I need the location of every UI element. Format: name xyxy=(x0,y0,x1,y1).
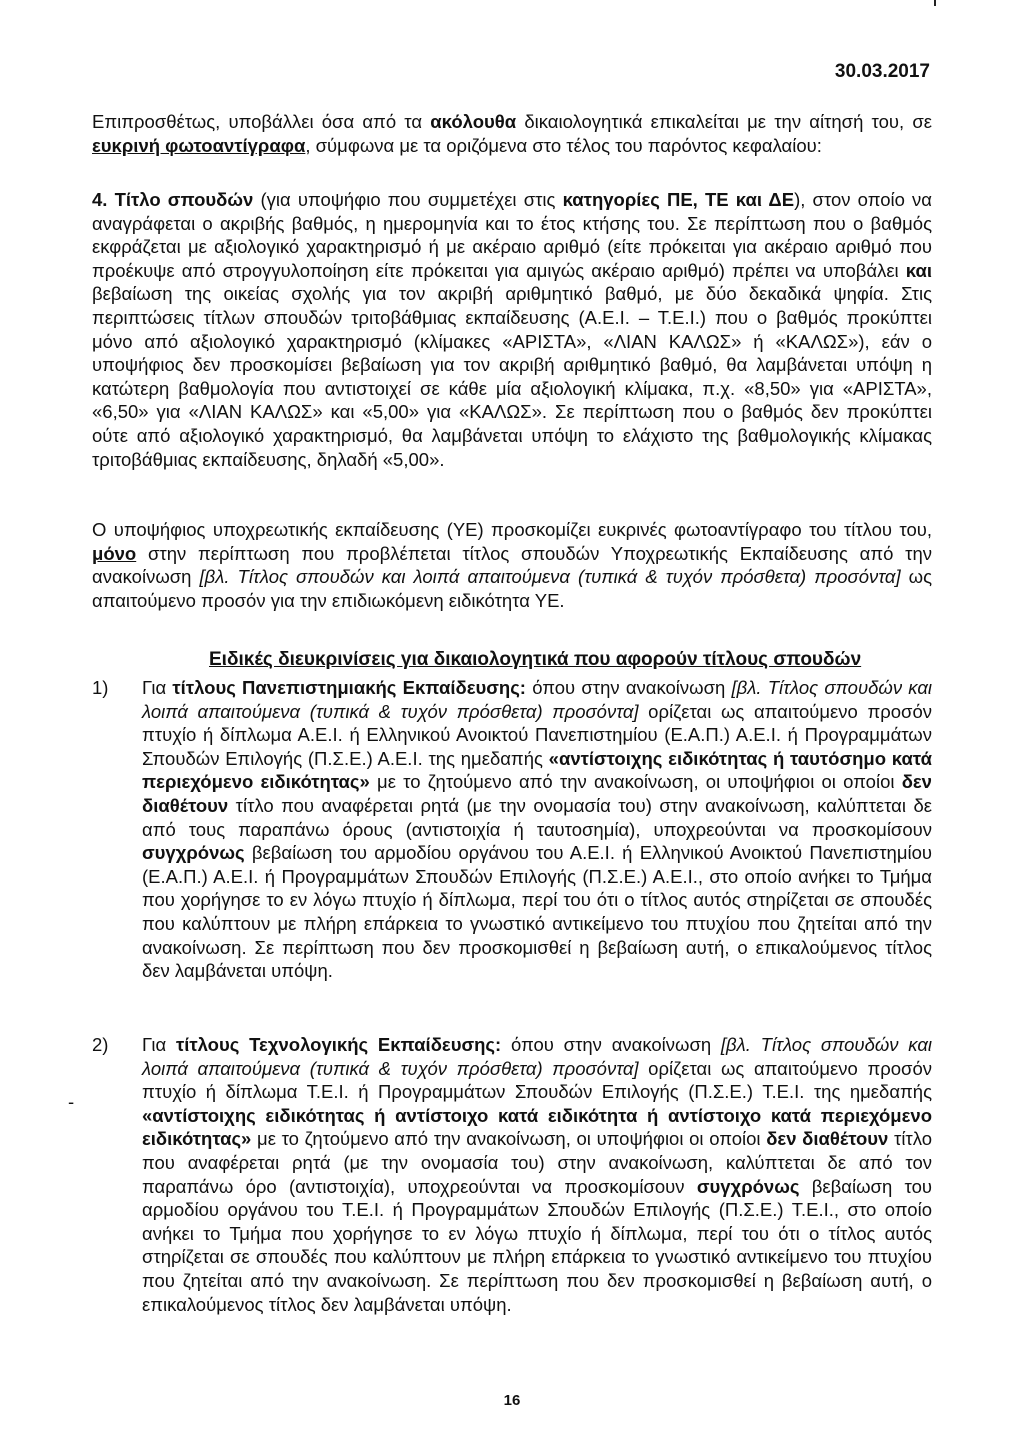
list-item-2 xyxy=(92,1033,932,1316)
ye-text-1: Ο υποψήφιος υποχρεωτικής εκπαίδευσης (ΥΕ) προσκομίζει ευκρινές φωτοαντίγραφο του τίτλου του, xyxy=(92,519,932,540)
intro-text-1: Επιπροσθέτως, υποβάλλει όσα από τα xyxy=(92,111,431,132)
item-1-text-3: ορίζεται ως απαιτούμενο προσόν πτυχίο ή δίπλωμα Α.Ε.Ι. ή Ελληνικού Ανοικτού Πανεπιστημίου (Ε.Α.Π.) Α.Ε.Ι. ή Προγραμμάτων Σπουδών Επιλογής (Π.Σ.Ε.) Α.Ε.Ι. της ημεδαπής xyxy=(142,700,932,769)
item-2-text-1: Για xyxy=(142,1034,176,1055)
intro-text-3: , σύμφωνα με τα οριζόμενα στο τέλος του παρόντος κεφαλαίου: xyxy=(305,134,822,156)
item-2-bold-4: συγχρόνως xyxy=(696,1175,800,1197)
item-2-bold-2: «αντίστοιχης ειδικότητας ή αντίστοιχο κατά ειδικότητα ή αντίστοιχο κατά περιεχόμενο ειδικότητας» xyxy=(142,1104,932,1150)
item-1-text-2: όπου στην ανακοίνωση xyxy=(525,677,732,698)
intro-text-2: δικαιολογητικά επικαλείται με την αίτησή του, σε xyxy=(516,111,933,132)
item-1-bold-2: «αντίστοιχης ειδικότητας ή ταυτόσημο κατά περιεχόμενο ειδικότητας» xyxy=(142,747,932,793)
section-heading: Ειδικές διευκρινίσεις για δικαιολογητικά που αφορούν τίτλους σπουδών xyxy=(209,649,862,670)
ye-text-3: ως απαιτούμενο προσόν για την επιδιωκόμενη ειδικότητα ΥΕ. xyxy=(92,566,932,611)
list-item-2-body xyxy=(142,1033,932,1316)
document-date: 30.03.2017 xyxy=(834,61,930,82)
scan-mark xyxy=(934,0,936,6)
item-1-text-4: με το ζητούμενο από την ανακοίνωση, οι υποψήφιοι οι οποίοι xyxy=(369,771,902,793)
item-1-italic-ref: [βλ. Τίτλος σπουδών και λοιπά απαιτούμενα (τυπικά & τυχόν πρόσθετα) προσόντα] xyxy=(142,677,932,722)
item-1-bold-4: συγχρόνως xyxy=(142,842,245,864)
ye-italic-ref: [βλ. Τίτλος σπουδών και λοιπά απαιτούμενα (τυπικά & τυχόν πρόσθετα) προσόντα] xyxy=(199,566,901,588)
item-1-text-5: τίτλο που αναφέρεται ρητά (με την ονομασία του) στην ανακοίνωση, καλύπτεται δε από τους παραπάνω όρους (αντιστοιχία ή ταυτοσημία), υποχρεούνται να προσκομίσουν xyxy=(142,794,932,840)
list-item-2-number: 2) xyxy=(92,1034,109,1055)
item-2-text-4: με το ζητούμενο από την ανακοίνωση, οι υποψήφιοι οι οποίοι xyxy=(251,1128,767,1150)
ye-bold-underlined: μόνο xyxy=(92,542,137,564)
item-1-bold-1: τίτλους Πανεπιστημιακής Εκπαίδευσης: xyxy=(172,677,526,698)
section-4-bold-3: και xyxy=(905,259,932,281)
page-number: 16 xyxy=(503,1392,521,1409)
section-4-text-3: βεβαίωση της οικείας σχολής για τον ακριβή αριθμητικό βαθμό, με δύο δεκαδικά ψηφία. Στις περιπτώσεις τίτλων σπουδών τριτοβάθμιας εκπαίδευσης (Α.Ε.Ι. – Τ.Ε.Ι.) που ο βαθμός προκύπτει μόνο από αξιολογικό χαρακτηρισμό (κλίμακες «ΑΡΙΣΤΑ», «ΛΙΑΝ ΚΑΛΩΣ» ή «ΚΑΛΩΣ»), εάν ο υποψήφιος δεν προσκομίσει βεβαίωση για τον ακριβή αριθμητικό βαθμό, θα λαμβάνεται υπόψη η κατώτερη βαθμολογία που αντιστοιχεί σε κάθε μία αξιολογική κλίμακα, π.χ. «8,50» για «ΑΡΙΣΤΑ», «6,50» για «ΛΙΑΝ ΚΑΛΩΣ» και «5,00» για «ΚΑΛΩΣ». Σε περίπτωση που ο βαθμός δεν προκύπτει ούτε από αξιολογικό χαρακτηρισμό, θα λαμβάνεται υπόψη το ελάχιστο της βαθμολογικής κλίμακας τριτοβάθμιας εκπαίδευσης, δηλαδή «5,00». xyxy=(92,283,932,470)
item-2-text-5: τίτλο που αναφέρεται ρητά (με την ονομασία του) στην ανακοίνωση, καλύπτεται δε από τον παραπάνω όρο (αντιστοιχία), υποχρεούνται να προσκομίσουν xyxy=(142,1128,932,1197)
intro-paragraph xyxy=(92,110,932,157)
margin-dash: - xyxy=(68,1091,75,1112)
list-item-1-body xyxy=(142,676,932,983)
section-4-title: 4. Τίτλο σπουδών xyxy=(92,189,254,210)
list-item-1-number: 1) xyxy=(92,677,109,698)
item-1-text-6: βεβαίωση του αρμοδίου οργάνου του Α.Ε.Ι. ή Ελληνικού Ανοικτού Πανεπιστημίου (Ε.Α.Π.) Α.Ε.Ι. ή Προγραμμάτων Σπουδών Επιλογής (Π.Σ.Ε.) Α.Ε.Ι., στο οποίο ανήκει το Τμήμα που χορήγησε το εν λόγω πτυχίο ή δίπλωμα, περί του ότι ο τίτλος αυτός στηρίζεται σε σπουδές που καλύπτουν με πλήρη επάρκεια το γνωστικό αντικείμενο του πτυχίου που ζητείται από την ανακοίνωση. Σε περίπτωση που δεν προσκομισθεί η βεβαίωση αυτή, ο επικαλούμενος τίτλος δεν λαμβάνεται υπόψη. xyxy=(142,842,932,982)
intro-bold-1: ακόλουθα xyxy=(430,111,517,132)
item-1-bold-3: δεν διαθέτουν xyxy=(142,771,932,816)
section-4-bold-2: κατηγορίες ΠΕ, ΤΕ και ΔΕ xyxy=(562,189,795,210)
section-4-text-1: (για υποψήφιο που συμμετέχει στις xyxy=(253,189,563,210)
intro-underlined-1: ευκρινή φωτοαντίγραφα xyxy=(92,134,306,156)
section-4-text-2: ), στον οποίο να αναγράφεται ο ακριβής βαθμός, η ημερομηνία και το έτος κτήσης του. Σε περίπτωση που ο βαθμός εκφράζεται με αξιολογικό χαρακτηρισμό ή με ακέραιο αριθμό (είτε πρόκειται για ακέραιο αριθμό που προέκυψε από στρογγυλοποίηση είτε πρόκειται για αμιγώς ακέραιο αριθμό) πρέπει να υποβάλει xyxy=(92,189,932,281)
ye-text-2: στην περίπτωση που προβλέπεται τίτλος σπουδών Υποχρεωτικής Εκπαίδευσης από την ανακοίνωση xyxy=(92,542,932,588)
item-2-text-6: βεβαίωση του αρμοδίου οργάνου του Τ.Ε.Ι. ή Προγραμμάτων Σπουδών Επιλογής (Π.Σ.Ε.) Τ.Ε.Ι., στο οποίο ανήκει το Τμήμα που χορήγησε το εν λόγω πτυχίο ή δίπλωμα, περί του ότι ο τίτλος αυτός στηρίζεται σε σπουδές που καλύπτουν με πλήρη επάρκεια το γνωστικό αντικείμενο του πτυχίου που ζητείται από την ανακοίνωση. Σε περίπτωση που δεν προσκομισθεί η βεβαίωση αυτή, ο επικαλούμενος τίτλος δεν λαμβάνεται υπόψη. xyxy=(142,1175,932,1315)
item-2-bold-3: δεν διαθέτουν xyxy=(766,1128,889,1150)
list-item-1 xyxy=(92,676,932,983)
item-2-italic-ref: [βλ. Τίτλος σπουδών και λοιπά απαιτούμενα (τυπικά & τυχόν πρόσθετα) προσόντα] xyxy=(142,1034,932,1079)
item-2-bold-1: τίτλους Τεχνολογικής Εκπαίδευσης: xyxy=(175,1034,502,1055)
item-1-text-1: Για xyxy=(142,677,173,698)
item-2-text-3: ορίζεται ως απαιτούμενο προσόν πτυχίο ή δίπλωμα Τ.Ε.Ι. ή Προγραμμάτων Σπουδών Επιλογής (Π.Σ.Ε.) Τ.Ε.Ι. της ημεδαπής xyxy=(142,1057,932,1103)
item-2-text-2: όπου στην ανακοίνωση xyxy=(501,1034,721,1055)
section-4-paragraph xyxy=(92,188,932,471)
ye-paragraph xyxy=(92,518,932,612)
